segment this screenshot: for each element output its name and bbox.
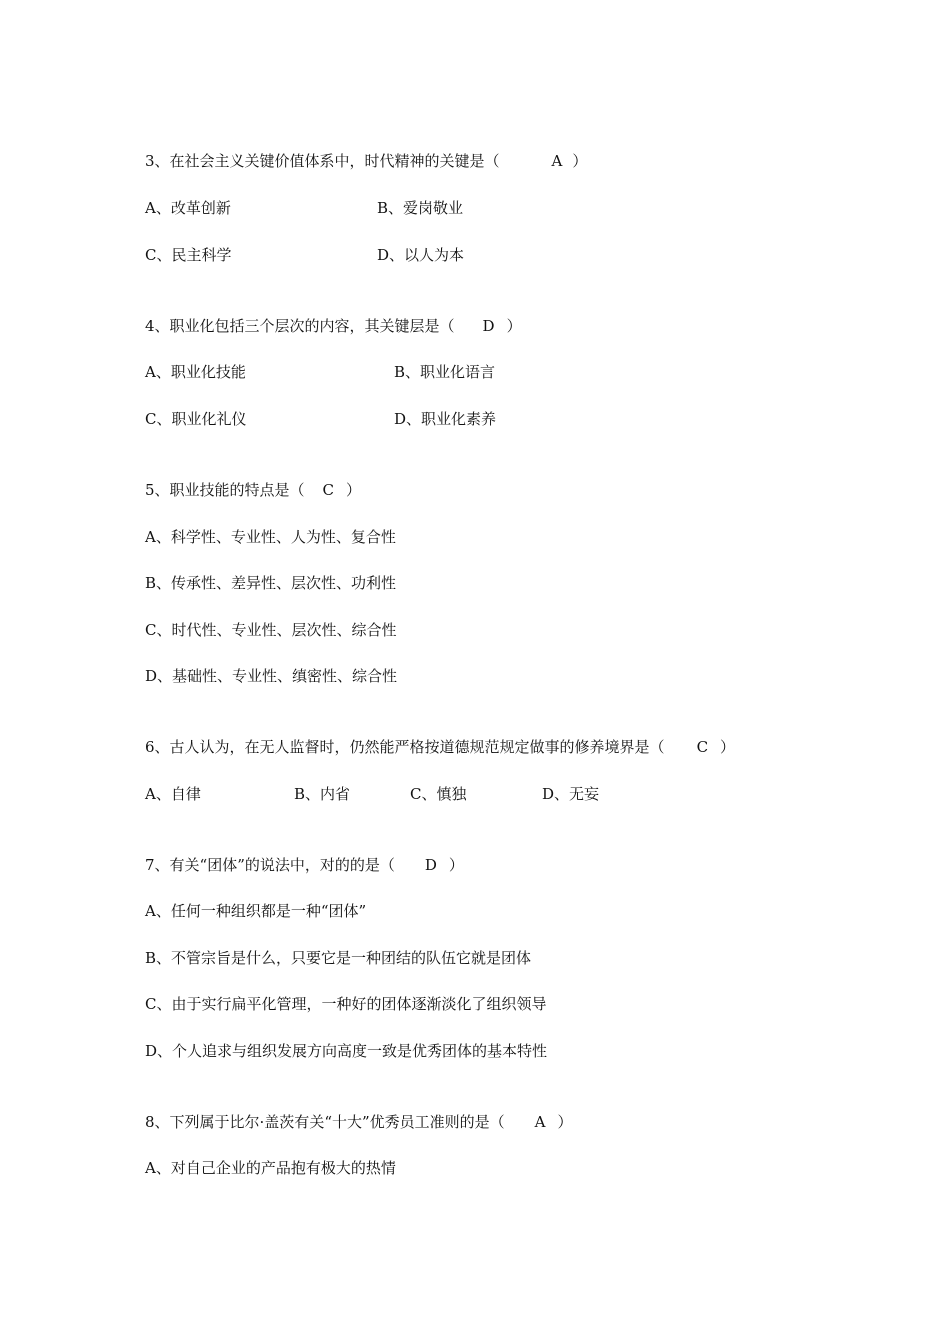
option-b: B、爱岗敬业 <box>377 199 464 217</box>
question-answer: D <box>482 317 495 335</box>
question-close: ） <box>572 152 588 170</box>
question-close: ） <box>506 317 522 335</box>
question-close: ） <box>720 738 736 756</box>
question-close: ） <box>448 856 464 874</box>
option-a: A、任何一种组织都是一种“团体” <box>145 902 367 920</box>
option-c: C、职业化礼仪 <box>145 410 247 428</box>
question-stem: 4、职业化包括三个层次的内容，其关键层是（ <box>145 317 455 335</box>
option-d: D、基础性、专业性、缜密性、综合性 <box>145 667 398 685</box>
question-stem: 7、有关“团体”的说法中，对的的是（ <box>145 856 395 874</box>
question-4 <box>145 316 522 336</box>
option-c: C、时代性、专业性、层次性、综合性 <box>145 621 397 639</box>
question-close: ） <box>557 1113 573 1131</box>
option-b: B、不管宗旨是什么，只要它是一种团结的队伍它就是团体 <box>145 949 532 967</box>
option-c: C、慎独 <box>410 785 467 803</box>
option-a: A、对自己企业的产品抱有极大的热情 <box>145 1159 396 1177</box>
option-d: D、以人为本 <box>377 246 465 264</box>
option-a: A、改革创新 <box>145 199 231 217</box>
option-c: C、由于实行扁平化管理，一种好的团体逐渐淡化了组织领导 <box>145 995 547 1013</box>
question-stem: 6、古人认为，在无人监督时，仍然能严格按道德规范规定做事的修养境界是（ <box>145 738 665 756</box>
option-d: D、职业化素养 <box>394 410 497 428</box>
question-3 <box>145 151 587 171</box>
question-6 <box>145 737 735 757</box>
question-7 <box>145 855 464 875</box>
option-d: D、个人追求与组织发展方向高度一致是优秀团体的基本特性 <box>145 1042 548 1060</box>
option-c: C、民主科学 <box>145 246 232 264</box>
option-a: A、科学性、专业性、人为性、复合性 <box>145 528 396 546</box>
option-d: D、无妄 <box>542 785 600 803</box>
question-stem: 8、下列属于比尔·盖茨有关“十大”优秀员工准则的是（ <box>145 1113 505 1131</box>
option-a: A、职业化技能 <box>145 363 246 381</box>
question-answer: C <box>696 738 709 756</box>
option-a: A、自律 <box>145 785 201 803</box>
question-answer: D <box>424 856 437 874</box>
option-b: B、内省 <box>294 785 351 803</box>
question-answer: C <box>322 481 335 499</box>
question-8 <box>145 1112 573 1132</box>
option-b: B、职业化语言 <box>394 363 496 381</box>
option-b: B、传承性、差异性、层次性、功利性 <box>145 574 397 592</box>
question-5 <box>145 480 361 500</box>
question-close: ） <box>346 481 362 499</box>
question-answer: A <box>534 1113 546 1131</box>
question-answer: A <box>551 152 563 170</box>
question-stem: 5、职业技能的特点是（ <box>145 481 305 499</box>
question-stem: 3、在社会主义关键价值体系中，时代精神的关键是（ <box>145 152 500 170</box>
